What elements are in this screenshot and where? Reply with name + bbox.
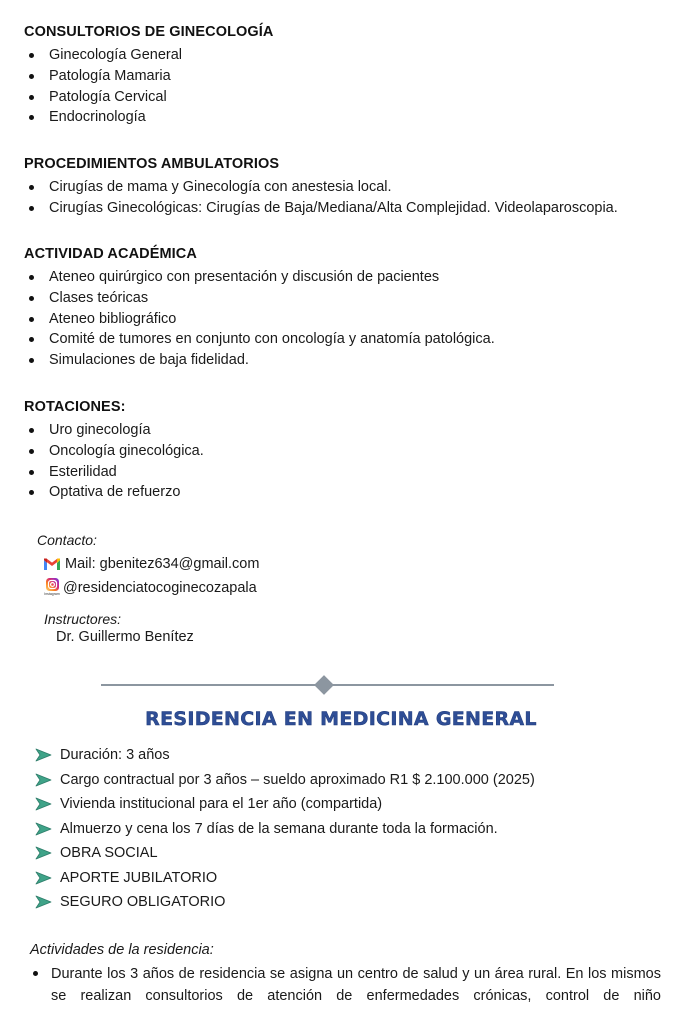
divider-diamond [314, 675, 334, 695]
arrow-bullet-icon [35, 846, 52, 860]
contact-instagram-row[interactable] [44, 578, 257, 598]
contact-mail-row[interactable] [44, 556, 259, 572]
instructors-label: Instructores: [44, 611, 122, 627]
section-title-procedures: PROCEDIMIENTOS AMBULATORIOS [24, 156, 280, 172]
benefits-list [35, 743, 535, 915]
arrow-bullet-icon [35, 773, 52, 787]
activities-label: Actividades de la residencia: [30, 942, 214, 958]
benefit-text: Cargo contractual por 3 años – sueldo aproximado R1 $ 2.100.000 (2025) [60, 771, 535, 788]
list-item: Ateneo quirúrgico con presentación y discusión de pacientes [24, 267, 495, 288]
list-item: Ginecología General [24, 45, 182, 66]
list-item: Uro ginecología [24, 420, 204, 441]
gmail-icon [44, 558, 60, 570]
list-item: Ateneo bibliográfico [24, 309, 495, 330]
arrow-bullet-icon [35, 895, 52, 909]
contact-instagram-text: @residenciatocoginecozapala [63, 580, 257, 596]
instagram-caption: Instagram [44, 592, 60, 596]
list-item: Patología Cervical [24, 87, 182, 108]
instructor-name: Dr. Guillermo Benítez [56, 629, 194, 645]
contact-label: Contacto: [37, 532, 97, 548]
list-item: Patología Mamaria [24, 66, 182, 87]
list-item [35, 743, 535, 768]
list-item: Cirugías Ginecológicas: Cirugías de Baja/Mediana/Alta Complejidad. Videolaparoscopia. [24, 198, 618, 219]
gynecology-list [24, 45, 182, 128]
list-item: Comité de tumores en conjunto con oncología y anatomía patológica. [24, 329, 495, 350]
list-item [35, 768, 535, 793]
bullet-dot [33, 971, 38, 976]
list-item [35, 817, 535, 842]
list-item: Optativa de refuerzo [24, 482, 204, 503]
benefit-text: Vivienda institucional para el 1er año (compartida) [60, 796, 383, 813]
list-item: Endocrinología [24, 107, 182, 128]
academic-list [24, 267, 495, 371]
procedures-list [24, 177, 618, 219]
arrow-bullet-icon [35, 797, 52, 811]
arrow-bullet-icon [35, 748, 52, 762]
section-title-academic: ACTIVIDAD ACADÉMICA [24, 246, 197, 262]
rotations-list [24, 420, 204, 503]
benefit-text: Almuerzo y cena los 7 días de la semana durante toda la formación. [60, 820, 498, 837]
section-title-rotations: ROTACIONES: [24, 399, 126, 415]
list-item: Clases teóricas [24, 288, 495, 309]
activities-text: Durante los 3 años de residencia se asigna un centro de salud y un área rural. En los mismos se realizan consultorios de atención de enfermedades crónicas, control de niño [51, 966, 661, 1004]
list-item [35, 866, 535, 891]
list-item: Esterilidad [24, 462, 204, 483]
arrow-bullet-icon [35, 871, 52, 885]
arrow-bullet-icon [35, 822, 52, 836]
list-item [35, 792, 535, 817]
instagram-icon [44, 578, 60, 598]
list-item [35, 890, 535, 915]
general-medicine-title: RESIDENCIA EN MEDICINA GENERAL [145, 708, 537, 730]
benefit-text: SEGURO OBLIGATORIO [60, 894, 226, 911]
list-item: Simulaciones de baja fidelidad. [24, 350, 495, 371]
list-item: Cirugías de mama y Ginecología con anestesia local. [24, 177, 618, 198]
benefit-text: APORTE JUBILATORIO [60, 869, 218, 886]
benefit-text: OBRA SOCIAL [60, 845, 158, 862]
list-item [35, 841, 535, 866]
list-item: Oncología ginecológica. [24, 441, 204, 462]
benefit-text: Duración: 3 años [60, 747, 170, 764]
activities-paragraph [33, 963, 661, 1007]
contact-mail-text: Mail: gbenitez634@gmail.com [65, 556, 260, 572]
section-title-gynecology: CONSULTORIOS DE GINECOLOGÍA [24, 24, 274, 40]
